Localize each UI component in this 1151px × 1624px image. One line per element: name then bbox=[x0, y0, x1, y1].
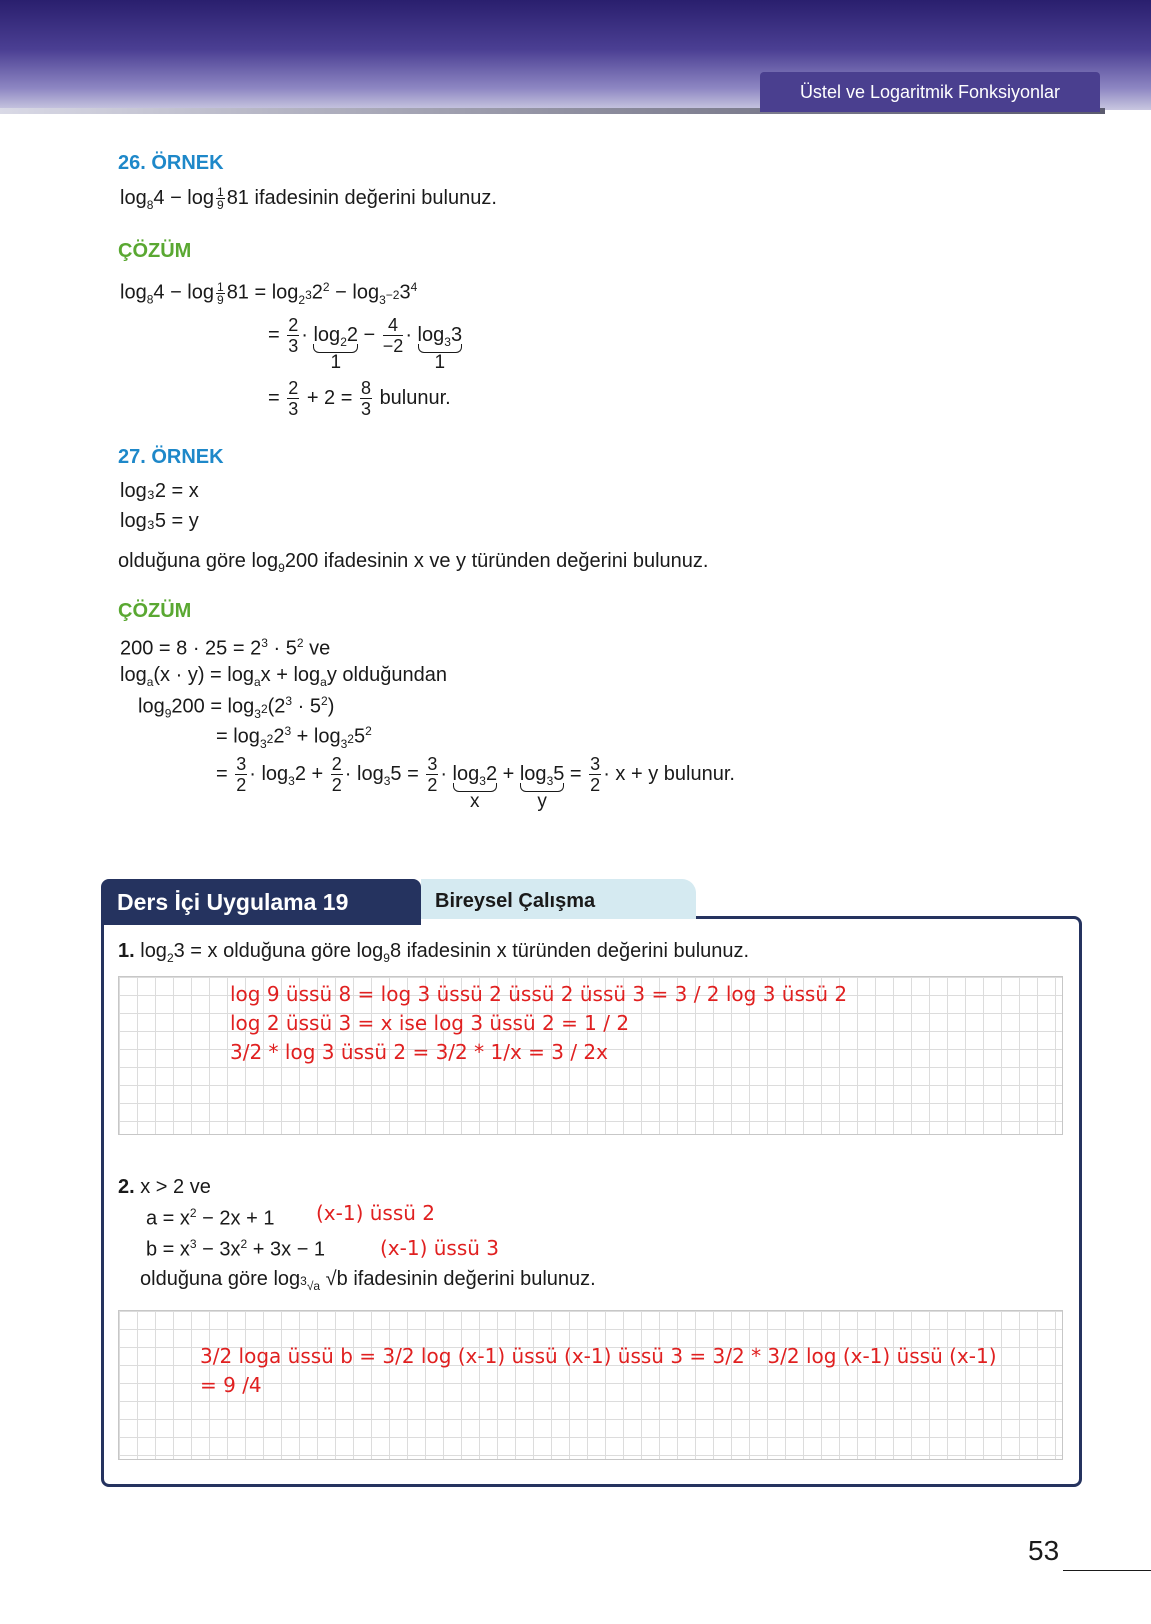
example-26-solution-title: ÇÖZÜM bbox=[118, 240, 192, 262]
practice-subtitle: Bireysel Çalışma bbox=[421, 879, 696, 919]
example-26-step2: = $\frac{2}{3}$ · $\log_22$ 1 − $\frac{4}{-2}$ · $\log_33$ 1 bbox=[268, 315, 463, 373]
question-2-b-note: (x-1) üssü 3 bbox=[380, 1236, 500, 1260]
example-27-line2: $\log_a(x \cdot y) = \log_ax + \log_ay$ olduğundan bbox=[120, 664, 447, 689]
answer-1-line-2: log 2 üssü 3 = x ise log 3 üssü 2 = 1 / 2 bbox=[230, 1011, 630, 1035]
example-27-line5: = $\frac{3}{2}$ · $\log_32$ + $\frac{2}{2}$ · $\log_35$ = $\frac{3}{2}$ · $\log_32$ x + $\log_35$ y = $\frac{3}{2}$ · x + y bulunur. bbox=[216, 754, 735, 812]
example-26-step3: = $\frac{2}{3}$ + 2 = $\frac{8}{3}$ bulunur. bbox=[268, 378, 451, 419]
question-1: 1. $\log_23 = x$ olduğuna göre $\log_98$ ifadesinin x türünden değerini bulunuz. bbox=[118, 940, 750, 965]
answer-2-line-2: = 9 /4 bbox=[200, 1373, 262, 1397]
answer-1-line-1: log 9 üssü 8 = log 3 üssü 2 üssü 2 üssü 3 = 3 / 2 log 3 üssü 2 bbox=[230, 982, 848, 1006]
example-27-given-2: log₃5 = y bbox=[120, 510, 199, 532]
answer-2-line-1: 3/2 loga üssü b = 3/2 log (x-1) üssü (x-1) üssü 3 = 3/2 * 3/2 log (x-1) üssü (x-1) bbox=[200, 1344, 997, 1368]
example-27-question: olduğuna göre $\log_9200$ ifadesinin x ve y türünden değerini bulunuz. bbox=[118, 550, 709, 575]
practice-title: Ders İçi Uygulama 19 bbox=[101, 879, 421, 925]
question-2-condition: 2. x > 2 ve bbox=[118, 1176, 211, 1198]
answer-1-line-3: 3/2 * log 3 üssü 2 = 3/2 * 1/x = 3 / 2x bbox=[230, 1040, 608, 1064]
chapter-title: Üstel ve Logaritmik Fonksiyonlar bbox=[760, 72, 1100, 112]
question-2-a: $a = x^2 - 2x + 1$ bbox=[146, 1206, 275, 1230]
example-27-solution-title: ÇÖZÜM bbox=[118, 600, 192, 622]
example-27-title: 27. ÖRNEK bbox=[118, 446, 224, 468]
question-2-question: olduğuna göre $\log_{^3√a} √b$ ifadesinin değerini bulunuz. bbox=[140, 1268, 596, 1293]
page-number: 53 bbox=[1028, 1535, 1060, 1566]
page-number-rule bbox=[1063, 1570, 1151, 1571]
example-26-question: $\log_84 - \log$ $\frac{1}{9}$ 81 ifadesinin değerini bulunuz. bbox=[120, 185, 497, 212]
example-26-title: 26. ÖRNEK bbox=[118, 152, 224, 174]
example-27-line1: $200 = 8 \cdot 25 = 2^3 \cdot 5^2$ ve bbox=[120, 636, 331, 660]
example-26-step1: $\log_84 - \log$ $\frac{1}{9}$ $81 = \log_{2^3}2^2 - \log_{3^{-2}}3^4$ bbox=[120, 279, 418, 307]
example-27-line4: = $\log_{3^2}2^3 + \log_{3^2}5^2$ bbox=[216, 724, 372, 751]
example-27-line3: $\log_9200 = \log_{3^2}(2^3 \cdot 5^2)$ bbox=[138, 694, 335, 721]
question-2-a-note: (x-1) üssü 2 bbox=[316, 1201, 436, 1225]
example-27-given-1: log₃2 = x bbox=[120, 480, 199, 502]
question-2-b: $b = x^3 - 3x^2 + 3x - 1$ bbox=[146, 1237, 326, 1261]
